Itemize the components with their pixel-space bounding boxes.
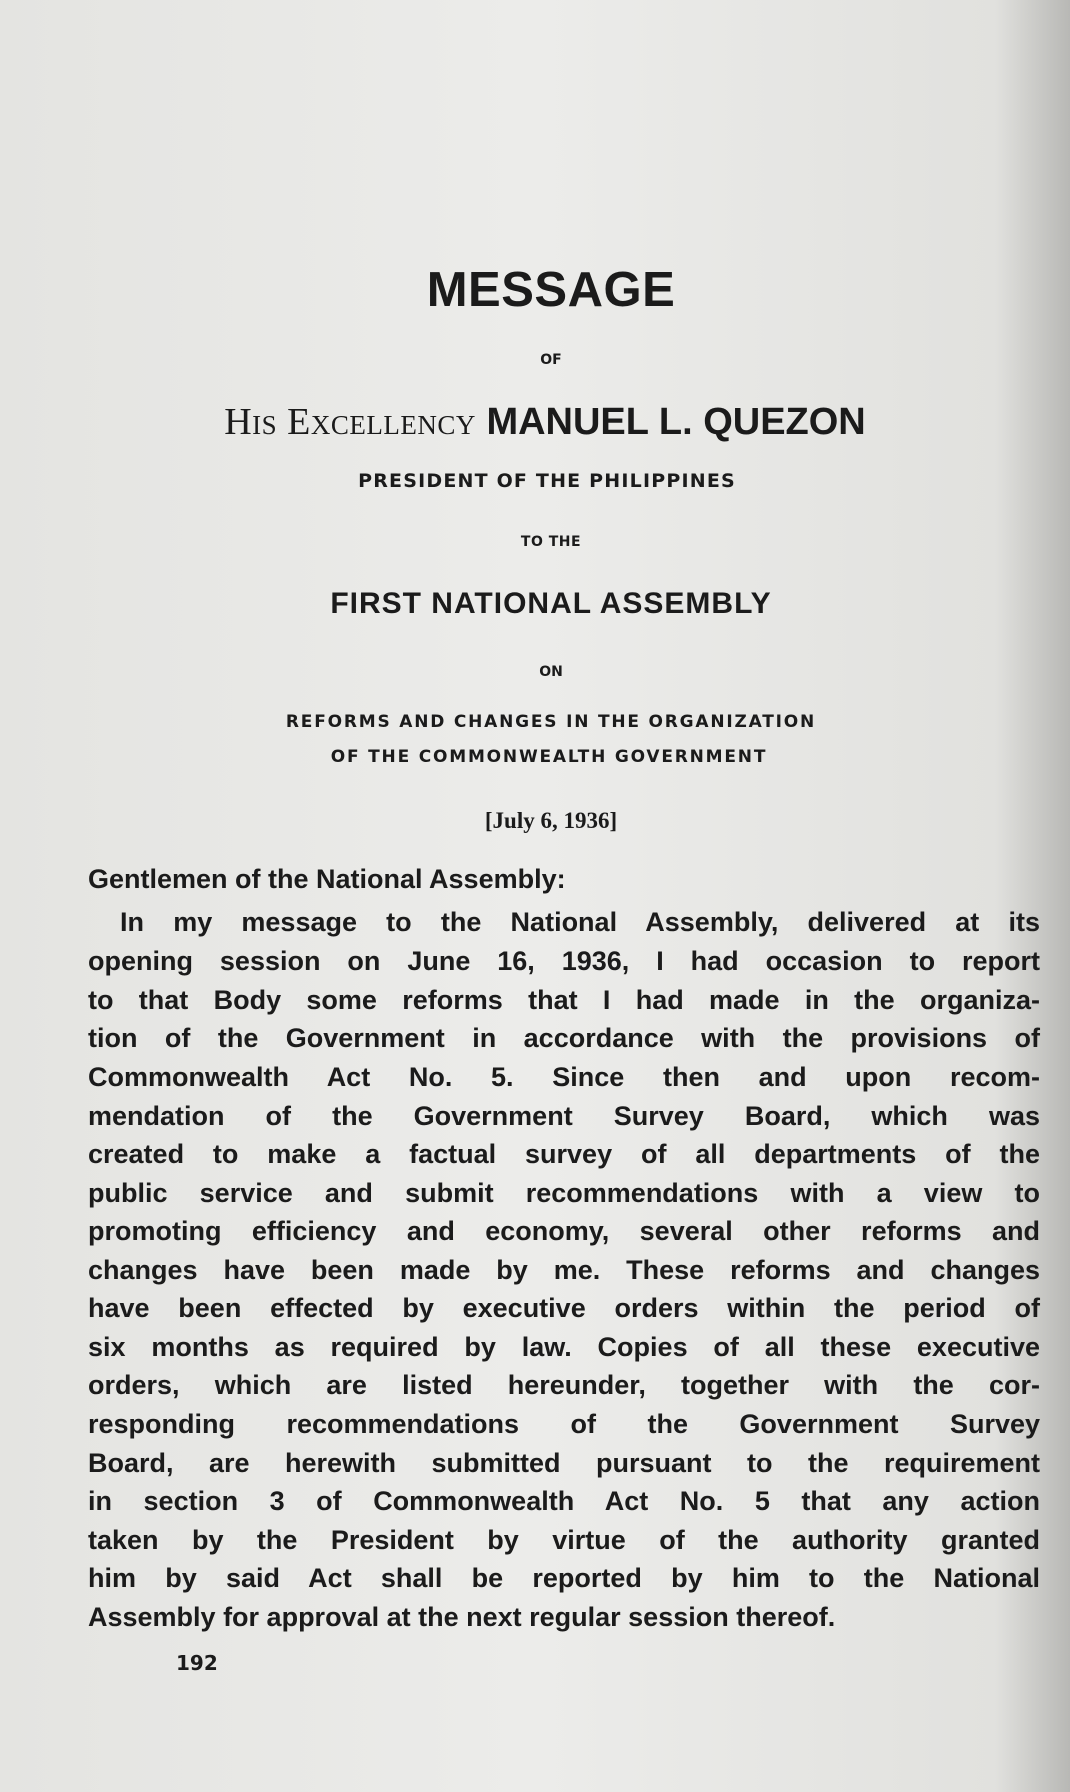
body-line: opening session on June 16, 1936, I had occasion to report xyxy=(88,946,1040,976)
subject-line-2: OF THE COMMONWEALTH GOVERNMENT xyxy=(330,747,768,767)
president-title: PRESIDENT OF THE PHILIPPINES xyxy=(358,470,736,492)
president-name: MANUEL L. QUEZON xyxy=(486,401,866,443)
body-line: created to make a factual survey of all departments of the xyxy=(88,1139,1040,1169)
body-line: responding recommendations of the Government Survey xyxy=(88,1409,1040,1439)
body-line: to that Body some reforms that I had made in the organiza- xyxy=(88,985,1040,1015)
body-line: Assembly for approval at the next regular session thereof. xyxy=(88,1602,836,1632)
body-line: In my message to the National Assembly, delivered at its xyxy=(120,907,1040,937)
body-line: promoting efficiency and economy, several other reforms and xyxy=(88,1216,1040,1246)
body-line: six months as required by law. Copies of all these executive xyxy=(88,1332,1040,1362)
salutation: Gentlemen of the National Assembly: xyxy=(88,864,566,894)
assembly-name: FIRST NATIONAL ASSEMBLY xyxy=(330,587,772,620)
body-line: in section 3 of Commonwealth Act No. 5 that any action xyxy=(88,1486,1040,1516)
subject-line-1: REFORMS AND CHANGES IN THE ORGANIZATION xyxy=(285,712,817,732)
body-line: taken by the President by virtue of the authority granted xyxy=(88,1525,1040,1555)
addressee-name xyxy=(10,400,1070,444)
body-line: mendation of the Government Survey Board, which was xyxy=(88,1101,1040,1131)
page-title: MESSAGE xyxy=(426,263,676,317)
body-line: public service and submit recommendations with a view to xyxy=(88,1178,1040,1208)
heading-on: ON xyxy=(539,664,563,680)
body-line: tion of the Government in accordance with the provisions of xyxy=(88,1023,1040,1053)
heading-to-the: TO THE xyxy=(520,534,582,550)
body-line: him by said Act shall be reported by him to the National xyxy=(88,1563,1040,1593)
body-line: have been effected by executive orders within the period of xyxy=(88,1293,1040,1323)
honorific: His Excellency xyxy=(224,401,476,443)
page-number: 192 xyxy=(176,1651,218,1675)
body-line: Board, are herewith submitted pursuant to the requirement xyxy=(88,1448,1040,1478)
body-line: changes have been made by me. These reforms and changes xyxy=(88,1255,1040,1285)
message-date: [July 6, 1936] xyxy=(484,808,618,833)
body-line: orders, which are listed hereunder, together with the cor- xyxy=(88,1370,1040,1400)
heading-of: OF xyxy=(540,352,562,368)
body-line: Commonwealth Act No. 5. Since then and upon recom- xyxy=(88,1062,1040,1092)
